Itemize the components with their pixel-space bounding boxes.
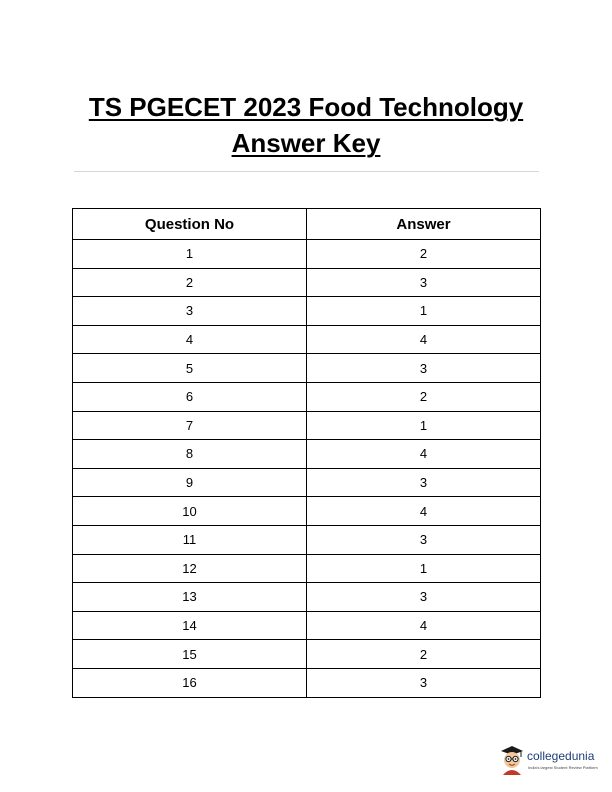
question-number-cell: 5: [73, 354, 307, 383]
table-header-row: [73, 209, 541, 240]
answer-cell: 1: [307, 411, 541, 440]
question-number-cell: 2: [73, 268, 307, 297]
question-number-cell: 9: [73, 468, 307, 497]
answer-cell: 4: [307, 325, 541, 354]
question-number-cell: 15: [73, 640, 307, 669]
question-number-cell: 7: [73, 411, 307, 440]
table-row: [73, 325, 541, 354]
table-row: [73, 640, 541, 669]
title-line-1: TS PGECET 2023 Food Technology: [88, 92, 524, 123]
answer-cell: 3: [307, 525, 541, 554]
answer-cell: 3: [307, 354, 541, 383]
logo-wordmark: collegedunia: [527, 749, 595, 763]
table-row: [73, 354, 541, 383]
column-header-answer: Answer: [307, 209, 541, 240]
question-number-cell: 3: [73, 297, 307, 326]
logo-tagline: India's largest Student Review Platform: [528, 765, 598, 770]
answer-cell: 3: [307, 668, 541, 697]
table-row: [73, 411, 541, 440]
table-row: [73, 382, 541, 411]
answer-cell: 3: [307, 583, 541, 612]
question-number-cell: 10: [73, 497, 307, 526]
column-header-question-no: Question No: [73, 209, 307, 240]
page-title: [0, 89, 612, 161]
horizontal-divider: [74, 171, 539, 172]
title-line-2: Answer Key: [231, 128, 381, 159]
answer-cell: 1: [307, 554, 541, 583]
answer-cell: 1: [307, 297, 541, 326]
answer-cell: 3: [307, 468, 541, 497]
table-row: [73, 297, 541, 326]
table-row: [73, 668, 541, 697]
answer-cell: 4: [307, 611, 541, 640]
question-number-cell: 6: [73, 382, 307, 411]
student-mascot-icon: [499, 744, 525, 776]
table-row: [73, 554, 541, 583]
table-row: [73, 240, 541, 269]
table-row: [73, 440, 541, 469]
answer-key-table: [72, 208, 541, 698]
question-number-cell: 16: [73, 668, 307, 697]
answer-cell: 4: [307, 440, 541, 469]
table-row: [73, 583, 541, 612]
question-number-cell: 14: [73, 611, 307, 640]
answer-cell: 2: [307, 382, 541, 411]
question-number-cell: 8: [73, 440, 307, 469]
question-number-cell: 4: [73, 325, 307, 354]
table-row: [73, 525, 541, 554]
answer-cell: 2: [307, 240, 541, 269]
answer-cell: 3: [307, 268, 541, 297]
question-number-cell: 1: [73, 240, 307, 269]
collegedunia-logo: [499, 744, 603, 776]
answer-key-table-body: [73, 240, 541, 698]
question-number-cell: 11: [73, 525, 307, 554]
table-row: [73, 497, 541, 526]
table-row: [73, 611, 541, 640]
question-number-cell: 13: [73, 583, 307, 612]
answer-cell: 2: [307, 640, 541, 669]
table-row: [73, 468, 541, 497]
table-row: [73, 268, 541, 297]
question-number-cell: 12: [73, 554, 307, 583]
answer-cell: 4: [307, 497, 541, 526]
